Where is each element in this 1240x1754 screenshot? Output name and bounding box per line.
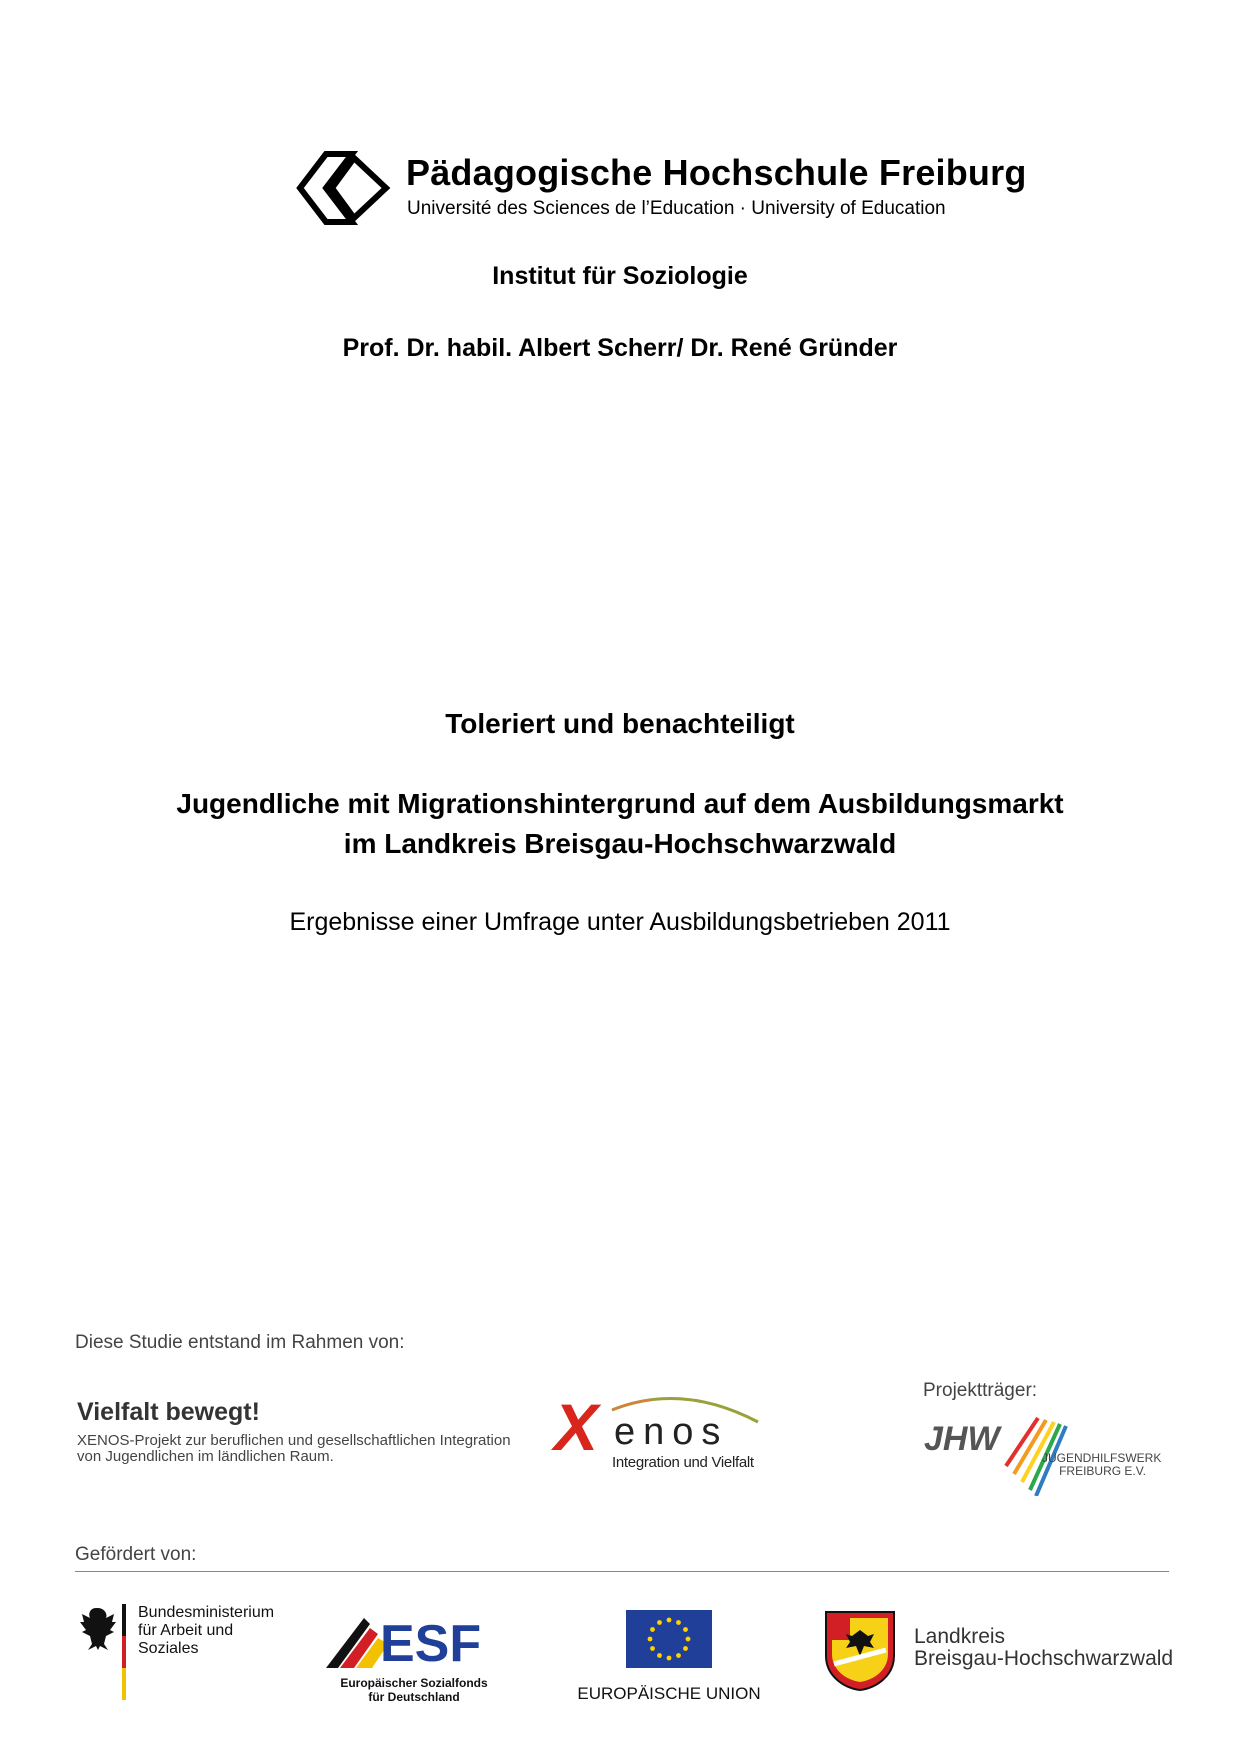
xenos-tagline: Integration und Vielfalt xyxy=(612,1454,754,1471)
esf-line-1: Europäischer Sozialfonds xyxy=(340,1676,488,1690)
document-title: Toleriert und benachteiligt xyxy=(445,708,795,739)
footer-divider xyxy=(75,1571,1169,1572)
bmas-line-1: Bundesministerium xyxy=(138,1604,275,1621)
university-subtitle: Université des Sciences de l’Education · University of Education xyxy=(407,198,946,219)
esf-logo xyxy=(324,1614,504,1704)
eu-logo xyxy=(574,1610,764,1702)
landkreis-line-1: Landkreis xyxy=(914,1625,1006,1648)
vielfalt-description xyxy=(77,1433,547,1465)
landkreis-line-2: Breisgau-Hochschwarzwald xyxy=(914,1647,1174,1670)
subtitle-line-1: Jugendliche mit Migrationshintergrund auf dem Ausbildungsmarkt xyxy=(176,788,1064,819)
vielfalt-title: Vielfalt bewegt! xyxy=(77,1398,260,1426)
landkreis-coat-of-arms-icon xyxy=(824,1610,896,1692)
bmas-name xyxy=(138,1604,298,1658)
bmas-line-2: für Arbeit und Soziales xyxy=(138,1622,234,1657)
esf-line-2: für Deutschland xyxy=(368,1690,460,1704)
vielfalt-desc-line-1: XENOS-Projekt zur beruflichen und gesellschaftlichen Integration xyxy=(77,1432,511,1449)
xenos-logo xyxy=(552,1388,762,1470)
study-note: Diese Studie entstand im Rahmen von: xyxy=(75,1332,405,1353)
projekttraeger-label: Projektträger: xyxy=(923,1380,1038,1401)
federal-eagle-icon xyxy=(78,1604,134,1700)
xenos-x: X xyxy=(554,1390,599,1464)
jhw-logo xyxy=(924,1416,1164,1496)
institute-name: Institut für Soziologie xyxy=(492,262,748,290)
bmas-logo xyxy=(78,1604,298,1700)
jhw-abbrev: JHW xyxy=(924,1420,1000,1458)
eu-label: EUROPÄISCHE UNION xyxy=(577,1684,761,1703)
gefoerdert-label: Gefördert von: xyxy=(75,1544,197,1565)
xenos-word: enos xyxy=(614,1411,729,1453)
landkreis-name xyxy=(914,1626,1173,1670)
eu-flag-icon xyxy=(626,1610,712,1668)
vielfalt-desc-line-2: von Jugendlichen im ländlichen Raum. xyxy=(77,1448,334,1465)
authors: Prof. Dr. habil. Albert Scherr/ Dr. René Gründer xyxy=(342,334,898,362)
university-name: Pädagogische Hochschule Freiburg xyxy=(406,152,1027,193)
esf-name xyxy=(324,1676,504,1704)
jhw-name xyxy=(1042,1451,1162,1478)
vielfalt-bewegt-logo xyxy=(77,1398,547,1465)
subtitle-line-2: im Landkreis Breisgau-Hochschwarzwald xyxy=(343,828,897,859)
esf-abbrev: ESF xyxy=(380,1615,482,1673)
results-line: Ergebnisse einer Umfrage unter Ausbildungsbetrieben 2011 xyxy=(289,908,951,936)
jhw-name-line-2: FREIBURG E.V. xyxy=(1059,1464,1146,1478)
jhw-name-line-1: JUGENDHILFSWERK xyxy=(1042,1451,1162,1465)
landkreis-logo xyxy=(824,1610,1174,1692)
university-logo xyxy=(296,148,1027,228)
ph-freiburg-diamond-logo-icon xyxy=(296,150,392,226)
